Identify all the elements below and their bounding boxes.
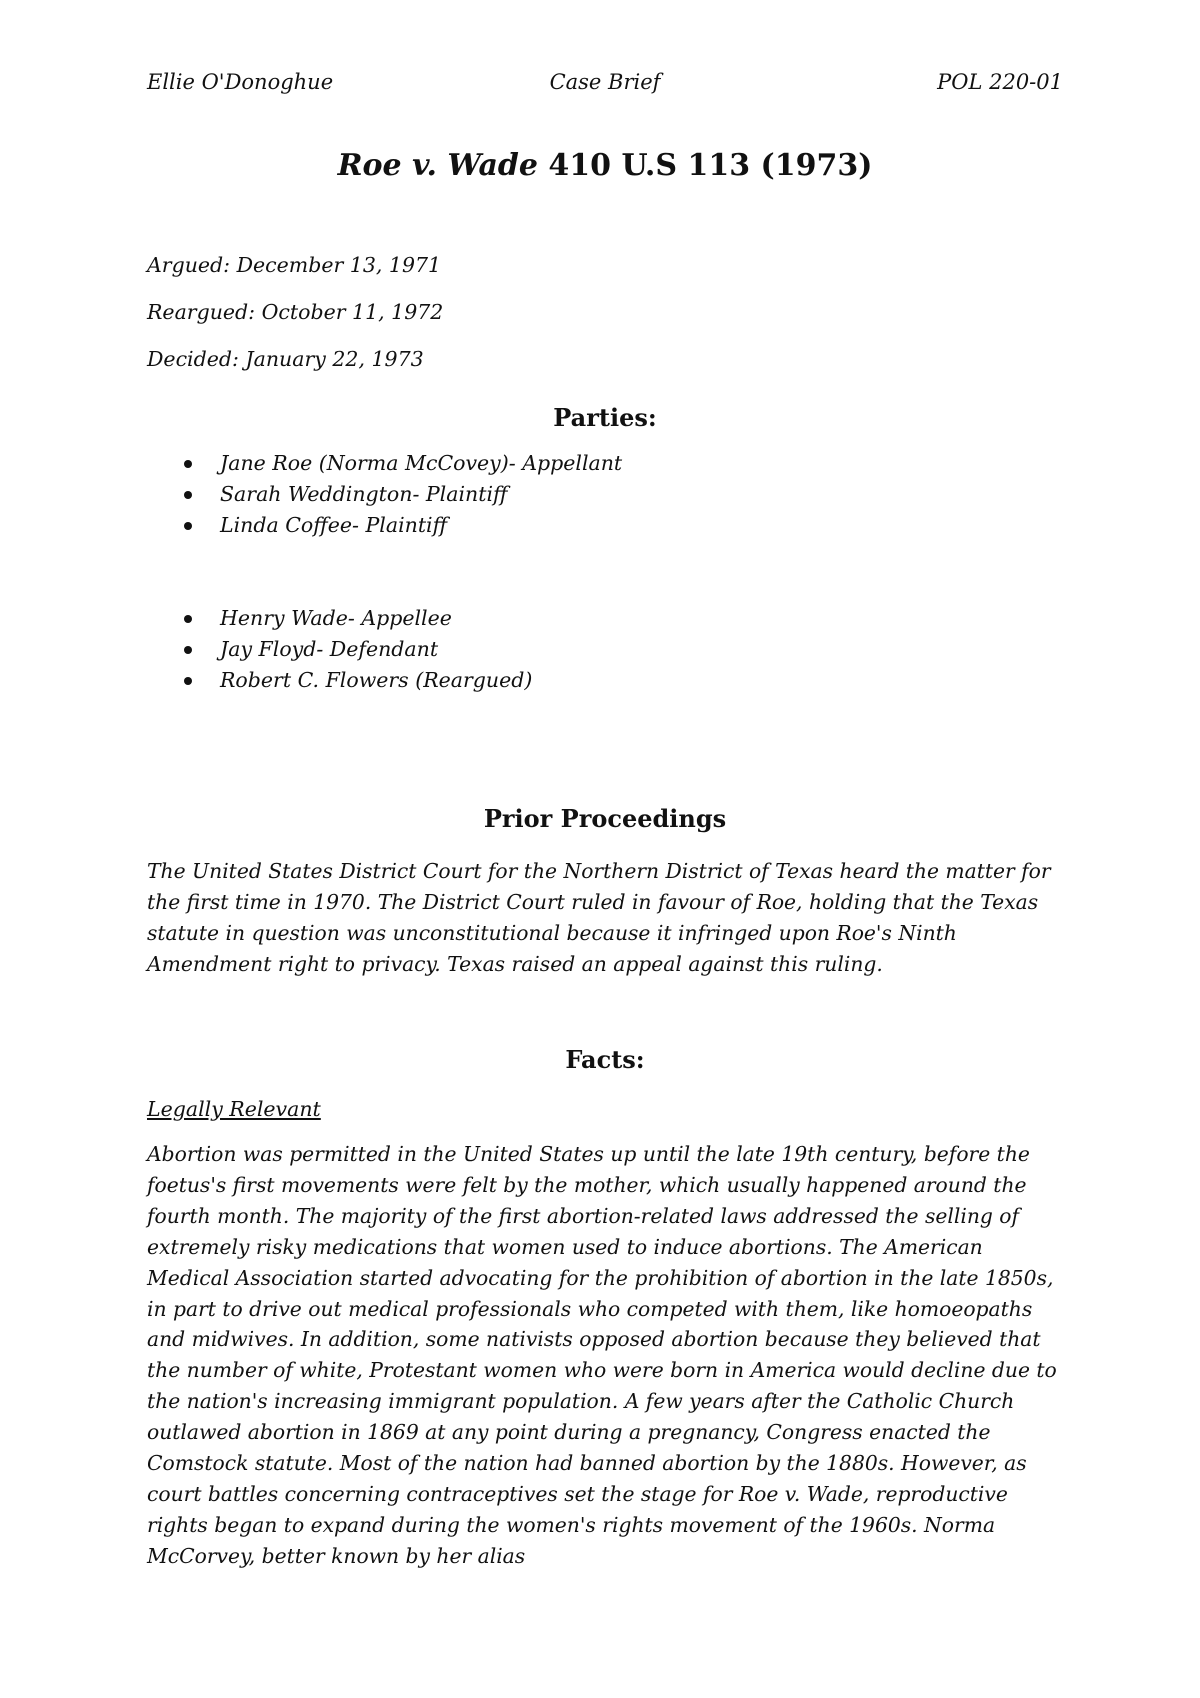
facts-subheading: Legally Relevant: [147, 1097, 321, 1121]
list-item: Robert C. Flowers (Reargued): [180, 665, 532, 696]
case-dates: [147, 250, 443, 391]
facts-text: Abortion was permitted in the United States up until the late 19th century, before the foetus's first movements were felt by the mother, which usually happened around the fourth month. The majority of the first abortion-related laws addressed the selling of extremely risky medications that women used to induce abortions. The American Medical Association started advocating for the prohibition of abortion in the late 1850s, in part to drive out medical professionals who competed with them, like homoeopaths and midwives. In addition, some nativists opposed abortion because they believed that the number of white, Protestant women who were born in America would decline due to the nation's increasing immigrant population. A few years after the Catholic Church outlawed abortion in 1869 at any point during a pregnancy, Congress enacted the Comstock statute. Most of the nation had banned abortion by the 1880s. However, as court battles concerning contraceptives set the stage for Roe v. Wade, reproductive rights began to expand during the women's rights movement of the 1960s. Norma McCorvey, better known by her alias: [147, 1142, 1057, 1568]
date-argued: Argued: December 13, 1971: [147, 253, 442, 277]
parties-list-appellee: [180, 603, 532, 696]
parties-list-appellant: [180, 448, 622, 541]
list-item: Henry Wade- Appellee: [180, 603, 532, 634]
case-citation: 410 U.S 113 (1973): [548, 148, 873, 183]
header-author: Ellie O'Donoghue: [147, 70, 334, 94]
bullet-icon: [184, 677, 192, 685]
bullet-icon: [184, 460, 192, 468]
case-name: Roe v. Wade: [337, 148, 538, 183]
date-reargued: Reargued: October 11, 1972: [147, 300, 444, 324]
list-item: Sarah Weddington- Plaintiff: [180, 479, 622, 510]
prior-proceedings-heading: Prior Proceedings: [483, 804, 727, 833]
facts-heading: Facts:: [565, 1045, 645, 1074]
parties-heading: Parties:: [553, 403, 657, 432]
case-title: [147, 148, 1063, 183]
page-header: [147, 70, 1063, 100]
header-course: POL 220-01: [937, 70, 1063, 94]
list-item: Linda Coffee- Plaintiff: [180, 510, 622, 541]
header-doc-type: Case Brief: [549, 70, 661, 94]
bullet-icon: [184, 491, 192, 499]
list-item: Jane Roe (Norma McCovey)- Appellant: [180, 448, 622, 479]
bullet-icon: [184, 646, 192, 654]
bullet-icon: [184, 522, 192, 530]
date-decided: Decided: January 22, 1973: [147, 347, 424, 371]
list-item: Jay Floyd- Defendant: [180, 634, 532, 665]
bullet-icon: [184, 615, 192, 623]
prior-proceedings-text: The United States District Court for the Northern District of Texas heard the matter for the first time in 1970. The District Court ruled in favour of Roe, holding that the Texas statute in question was unconstitutional because it infringed upon Roe's Ninth Amendment right to privacy. Texas raised an appeal against this ruling.: [147, 859, 1051, 976]
